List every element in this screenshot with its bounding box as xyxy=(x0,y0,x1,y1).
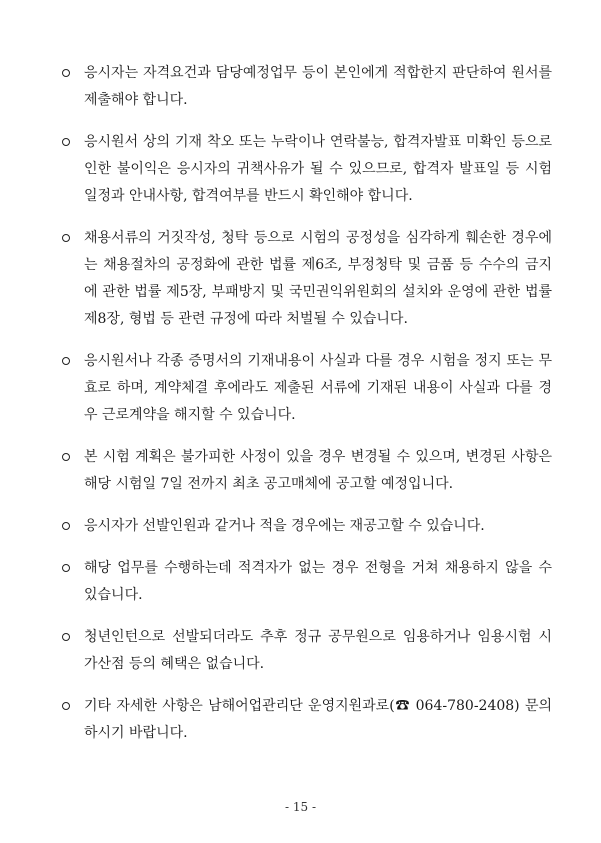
circle-bullet-icon xyxy=(62,357,70,365)
notice-list xyxy=(62,60,552,747)
notice-text: 해당 업무를 수행하는데 적격자가 없는 경우 전형을 거쳐 채용하지 않을 수 있습니다. xyxy=(84,560,552,603)
notice-item xyxy=(62,129,552,210)
circle-bullet-icon xyxy=(62,453,70,461)
circle-bullet-icon xyxy=(62,138,70,146)
notice-item xyxy=(62,60,552,114)
notice-item xyxy=(62,555,552,609)
page-number: - 15 - xyxy=(284,800,316,814)
notice-item xyxy=(62,624,552,678)
notice-text: 응시자가 선발인원과 같거나 적을 경우에는 재공고할 수 있습니다. xyxy=(84,518,485,534)
circle-bullet-icon xyxy=(62,702,70,710)
notice-text: 채용서류의 거짓작성, 청탁 등으로 시험의 공정성을 심각하게 훼손한 경우에는 채용절차의 공정화에 관한 법률 제6조, 부정청탁 및 금품 등 수수의 금지에 관한 법률 제5장, 부패방지 및 국민권익위원회의 설치와 운영에 관한 법률 제8장, 형법 등 관련 규정에 따라 처벌될 수 있습니다. xyxy=(84,230,552,327)
notice-item xyxy=(62,444,552,498)
notice-text: 응시원서나 각종 증명서의 기재내용이 사실과 다를 경우 시험을 정지 또는 무효로 하며, 계약체결 후에라도 제출된 서류에 기재된 내용이 사실과 다를 경우 근로계약을 해지할 수 있습니다. xyxy=(84,353,552,423)
notice-text: 응시자는 자격요건과 담당예정업무 등이 본인에게 적합한지 판단하여 원서를 제출해야 합니다. xyxy=(84,65,552,108)
notice-item xyxy=(62,693,552,747)
notice-text: 기타 자세한 사항은 남해어업관리단 운영지원과로(☎ 064-780-2408) 문의하시기 바랍니다. xyxy=(84,698,552,741)
notice-item xyxy=(62,225,552,333)
notice-text: 청년인턴으로 선발되더라도 추후 정규 공무원으로 임용하거나 임용시험 시 가산점 등의 혜택은 없습니다. xyxy=(84,629,552,672)
notice-text: 응시원서 상의 기재 착오 또는 누락이나 연락불능, 합격자발표 미확인 등으로 인한 불이익은 응시자의 귀책사유가 될 수 있으므로, 합격자 발표일 등 시험일정과 안내사항, 합격여부를 반드시 확인해야 합니다. xyxy=(84,134,552,204)
circle-bullet-icon xyxy=(62,234,70,242)
circle-bullet-icon xyxy=(62,633,70,641)
circle-bullet-icon xyxy=(62,69,70,77)
notice-item xyxy=(62,513,552,540)
notice-item xyxy=(62,348,552,429)
notice-text: 본 시험 계획은 불가피한 사정이 있을 경우 변경될 수 있으며, 변경된 사항은 해당 시험일 7일 전까지 최초 공고매체에 공고할 예정입니다. xyxy=(84,449,552,492)
circle-bullet-icon xyxy=(62,564,70,572)
circle-bullet-icon xyxy=(62,522,70,530)
